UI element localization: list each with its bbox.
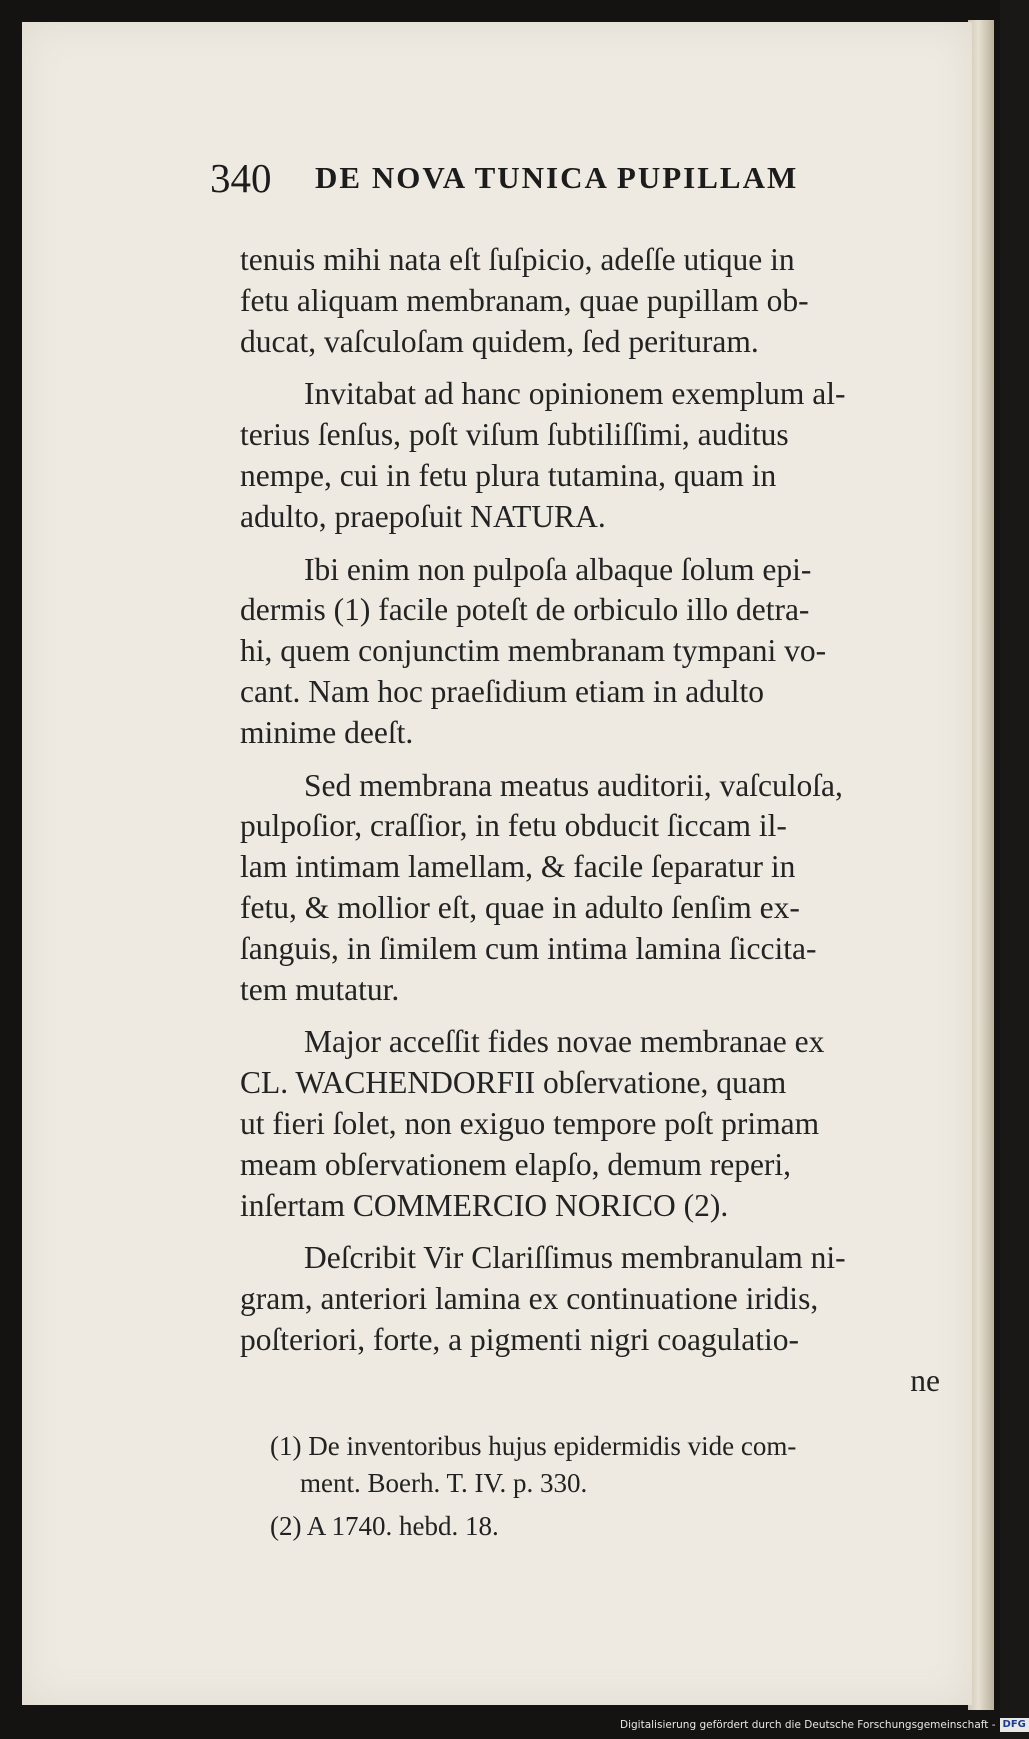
paragraph bbox=[240, 550, 940, 754]
text-line: meam obſervationem elapſo, demum reperi, bbox=[240, 1146, 792, 1182]
page-number: 340 bbox=[210, 155, 272, 201]
text-line: poſteriori, forte, a pigmenti nigri coagulatio- bbox=[240, 1321, 799, 1357]
paragraph bbox=[240, 1022, 940, 1226]
text-line: nempe, cui in fetu plura tutamina, quam in bbox=[240, 457, 777, 493]
text-line: ut fieri ſolet, non exiguo tempore poſt primam bbox=[240, 1105, 820, 1141]
paragraph bbox=[240, 374, 940, 537]
text-line: Sed membrana meatus auditorii, vaſculoſa, bbox=[304, 767, 843, 803]
catchword: ne bbox=[910, 1362, 940, 1398]
page-header bbox=[210, 148, 875, 208]
text-line: cant. Nam hoc praeſidium etiam in adulto bbox=[240, 673, 764, 709]
text-line: Major acceſſit fides novae membranae ex bbox=[304, 1024, 825, 1060]
text-line: CL. WACHENDORFII obſervatione, quam bbox=[240, 1065, 787, 1101]
text-line: Invitabat ad hanc opinionem exemplum al- bbox=[304, 376, 846, 412]
text-line: inſertam COMMERCIO NORICO (2). bbox=[240, 1187, 729, 1223]
running-title: DE NOVA TUNICA PUPILLAM bbox=[315, 160, 799, 195]
footnote-line: (2) A 1740. hebd. 18. bbox=[270, 1511, 499, 1541]
paragraph bbox=[240, 766, 940, 1011]
text-line: tenuis mihi nata eſt ſuſpicio, adeſſe utique in bbox=[240, 242, 795, 277]
footnotes bbox=[270, 1428, 935, 1551]
text-line: ducat, vaſculoſam quidem, ſed perituram. bbox=[240, 323, 759, 359]
text-line: Ibi enim non pulpoſa albaque ſolum epi- bbox=[304, 551, 812, 587]
text-line: fetu aliquam membranam, quae pupillam ob- bbox=[240, 282, 809, 318]
paragraph bbox=[240, 1238, 940, 1401]
text-line: terius ſenſus, poſt viſum ſubtiliſſimi, auditus bbox=[240, 417, 789, 453]
footnote-line: ment. Boerh. T. IV. p. 330. bbox=[300, 1468, 588, 1498]
text-line: fetu, & mollior eſt, quae in adulto ſenſim ex- bbox=[240, 889, 800, 925]
text-line: hi, quem conjunctim membranam tympani vo- bbox=[240, 633, 827, 669]
text-line: lam intimam lamellam, & facile ſeparatur in bbox=[240, 849, 796, 885]
text-line: adulto, praepoſuit NATURA. bbox=[240, 498, 606, 534]
body-text bbox=[240, 240, 940, 1402]
footnote bbox=[270, 1428, 935, 1502]
digitization-credit bbox=[620, 1716, 1026, 1734]
footnote bbox=[270, 1508, 935, 1545]
credit-text: Digitalisierung gefördert durch die Deutsche Forschungsgemeinschaft - bbox=[620, 1719, 996, 1731]
dfg-logo-icon: DFG bbox=[1000, 1718, 1029, 1732]
footnote-line: (1) De inventoribus hujus epidermidis vide com- bbox=[270, 1431, 797, 1461]
text-line: Deſcribit Vir Clariſſimus membranulam ni- bbox=[304, 1240, 846, 1276]
text-line: dermis (1) facile poteſt de orbiculo illo detra- bbox=[240, 592, 810, 628]
text-line: gram, anteriori lamina ex continuatione iridis, bbox=[240, 1281, 819, 1317]
text-line: pulpoſior, craſſior, in fetu obducit ſiccam il- bbox=[240, 808, 787, 844]
text-line: ſanguis, in ſimilem cum intima lamina ſiccita- bbox=[240, 930, 817, 966]
text-line: tem mutatur. bbox=[240, 971, 400, 1007]
paragraph bbox=[240, 240, 940, 362]
text-line: minime deeſt. bbox=[240, 714, 414, 750]
